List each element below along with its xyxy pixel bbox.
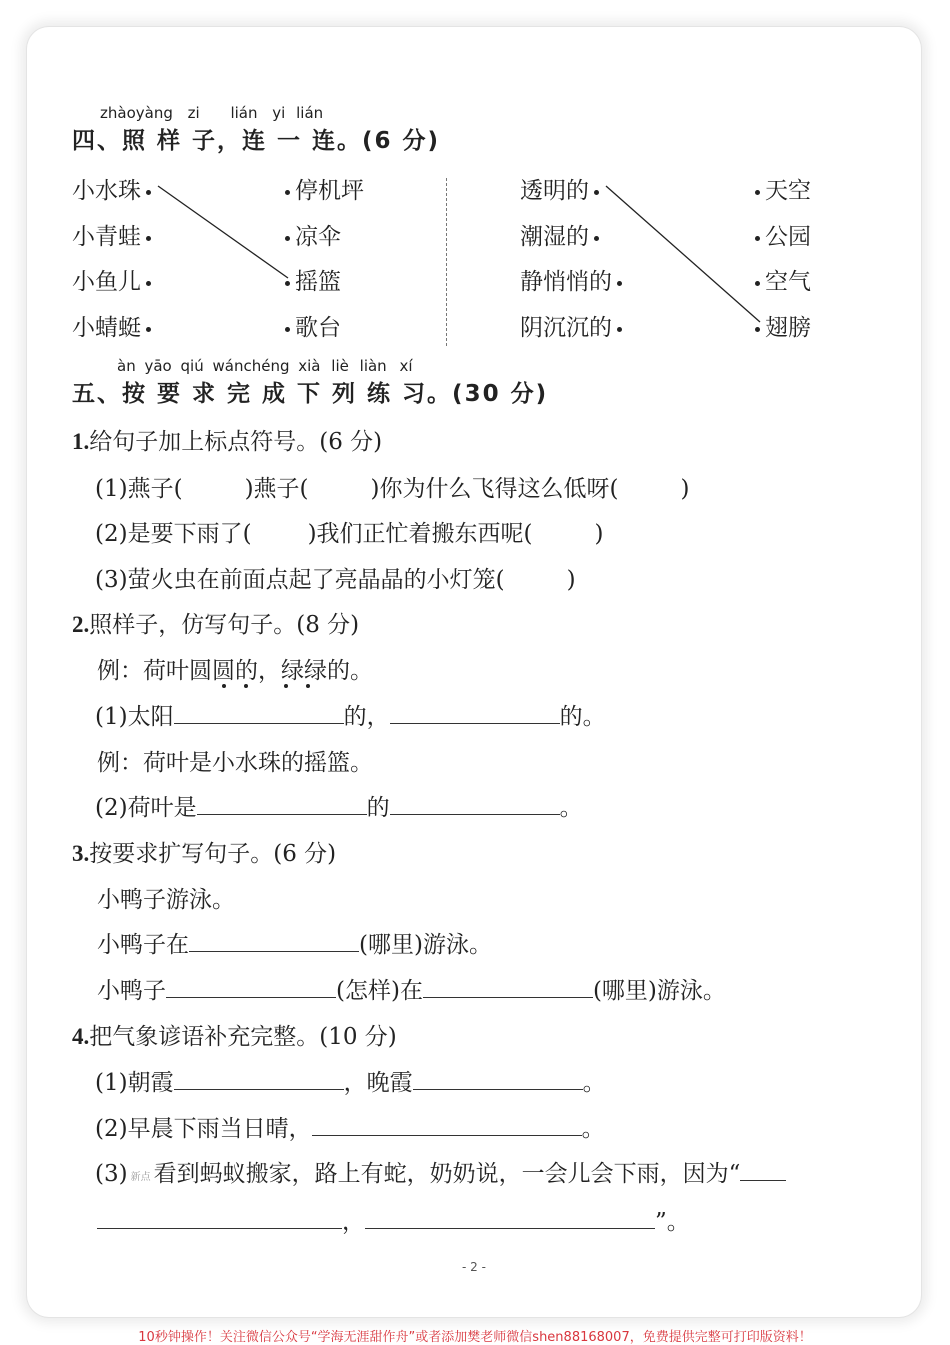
q1-title: 1.给句子加上标点符号。(6 分) bbox=[72, 429, 383, 455]
q1-line1[interactable]: (1)燕子( )燕子( )你为什么飞得这么低呀( ) bbox=[95, 476, 690, 502]
match-left-3[interactable]: 小鱼儿 bbox=[72, 263, 156, 296]
q2-title: 2.照样子，仿写句子。(8 分) bbox=[72, 612, 360, 638]
page-number: - 2 - bbox=[462, 1260, 486, 1274]
q4-title: 4.把气象谚语补充完整。(10 分) bbox=[72, 1024, 397, 1050]
q1-line3[interactable]: (3)萤火虫在前面点起了亮晶晶的小灯笼( ) bbox=[95, 567, 576, 593]
q4-line1[interactable]: (1)朝霞 ，晚霞 。 bbox=[95, 1070, 606, 1096]
match-left-1[interactable]: 小水珠 bbox=[72, 172, 156, 205]
example-line-right bbox=[606, 186, 760, 322]
q4-line2[interactable]: (2)早晨下雨当日晴， 。 bbox=[95, 1116, 605, 1142]
match-right-1[interactable]: 天空 bbox=[750, 172, 811, 205]
q4-line4[interactable]: ， ”。 bbox=[97, 1203, 690, 1236]
q1-line2[interactable]: (2)是要下雨了( )我们正忙着搬东西呢( ) bbox=[95, 521, 604, 547]
s4-pinyin: zhàoyàng zi lián yi lián bbox=[100, 104, 324, 122]
match-rl-4[interactable]: 阴沉沉的 bbox=[520, 309, 627, 342]
q2-example-2: 例：荷叶是小水珠的摇篮。 bbox=[97, 750, 373, 776]
q2-example-1: 例：荷叶圆圆的，绿绿的。 bbox=[97, 658, 373, 684]
match-mid-4[interactable]: 歌台 bbox=[280, 309, 341, 342]
emphasis-dot-4 bbox=[306, 684, 310, 688]
q3-title: 3.按要求扩写句子。(6 分) bbox=[72, 841, 337, 867]
section-5-title: 五、按 要 求 完 成 下 列 练 习。(30 分) bbox=[72, 381, 549, 407]
match-mid-2[interactable]: 凉伞 bbox=[280, 218, 341, 251]
q3-base-sentence: 小鸭子游泳。 bbox=[97, 887, 235, 913]
match-right-3[interactable]: 空气 bbox=[750, 263, 811, 296]
emphasis-dot-3 bbox=[284, 684, 288, 688]
q2-line2[interactable]: (2)荷叶是 的 。 bbox=[95, 795, 583, 821]
emphasis-dot-1 bbox=[222, 684, 226, 688]
match-rl-2[interactable]: 潮湿的 bbox=[520, 218, 604, 251]
section-4-title: 四、照 样 子，连 一 连。(6 分) bbox=[72, 128, 441, 154]
q2-line1[interactable]: (1)太阳 的， 的。 bbox=[95, 704, 606, 730]
example-connect-lines bbox=[0, 0, 950, 400]
new-point-tag: 新点 bbox=[130, 1171, 151, 1183]
q4-line3[interactable]: (3) 新点 看到蚂蚁搬家，路上有蛇，奶奶说，一会儿会下雨，因为“ bbox=[95, 1155, 786, 1188]
match-left-4[interactable]: 小蜻蜓 bbox=[72, 309, 156, 342]
q3-line1[interactable]: 小鸭子在 (哪里)游泳。 bbox=[97, 932, 492, 958]
match-left-2[interactable]: 小青蛙 bbox=[72, 218, 156, 251]
q3-line2[interactable]: 小鸭子 (怎样)在 (哪里)游泳。 bbox=[97, 978, 726, 1004]
match-mid-3[interactable]: 摇篮 bbox=[280, 263, 341, 296]
promo-banner: 10秒钟操作！关注微信公众号“学海无涯甜作舟”或者添加樊老师微信shen88168007，免费提供完整可打印版资料！ bbox=[138, 1330, 812, 1345]
example-line-left bbox=[158, 186, 288, 278]
match-mid-1[interactable]: 停机坪 bbox=[280, 172, 364, 205]
emphasis-dot-2 bbox=[244, 684, 248, 688]
match-rl-1[interactable]: 透明的 bbox=[520, 172, 604, 205]
match-rl-3[interactable]: 静悄悄的 bbox=[520, 263, 627, 296]
s5-pinyin: àn yāo qiú wánchéng xià liè liàn xí bbox=[117, 357, 413, 375]
match-right-4[interactable]: 翅膀 bbox=[750, 309, 811, 342]
match-right-2[interactable]: 公园 bbox=[750, 218, 811, 251]
